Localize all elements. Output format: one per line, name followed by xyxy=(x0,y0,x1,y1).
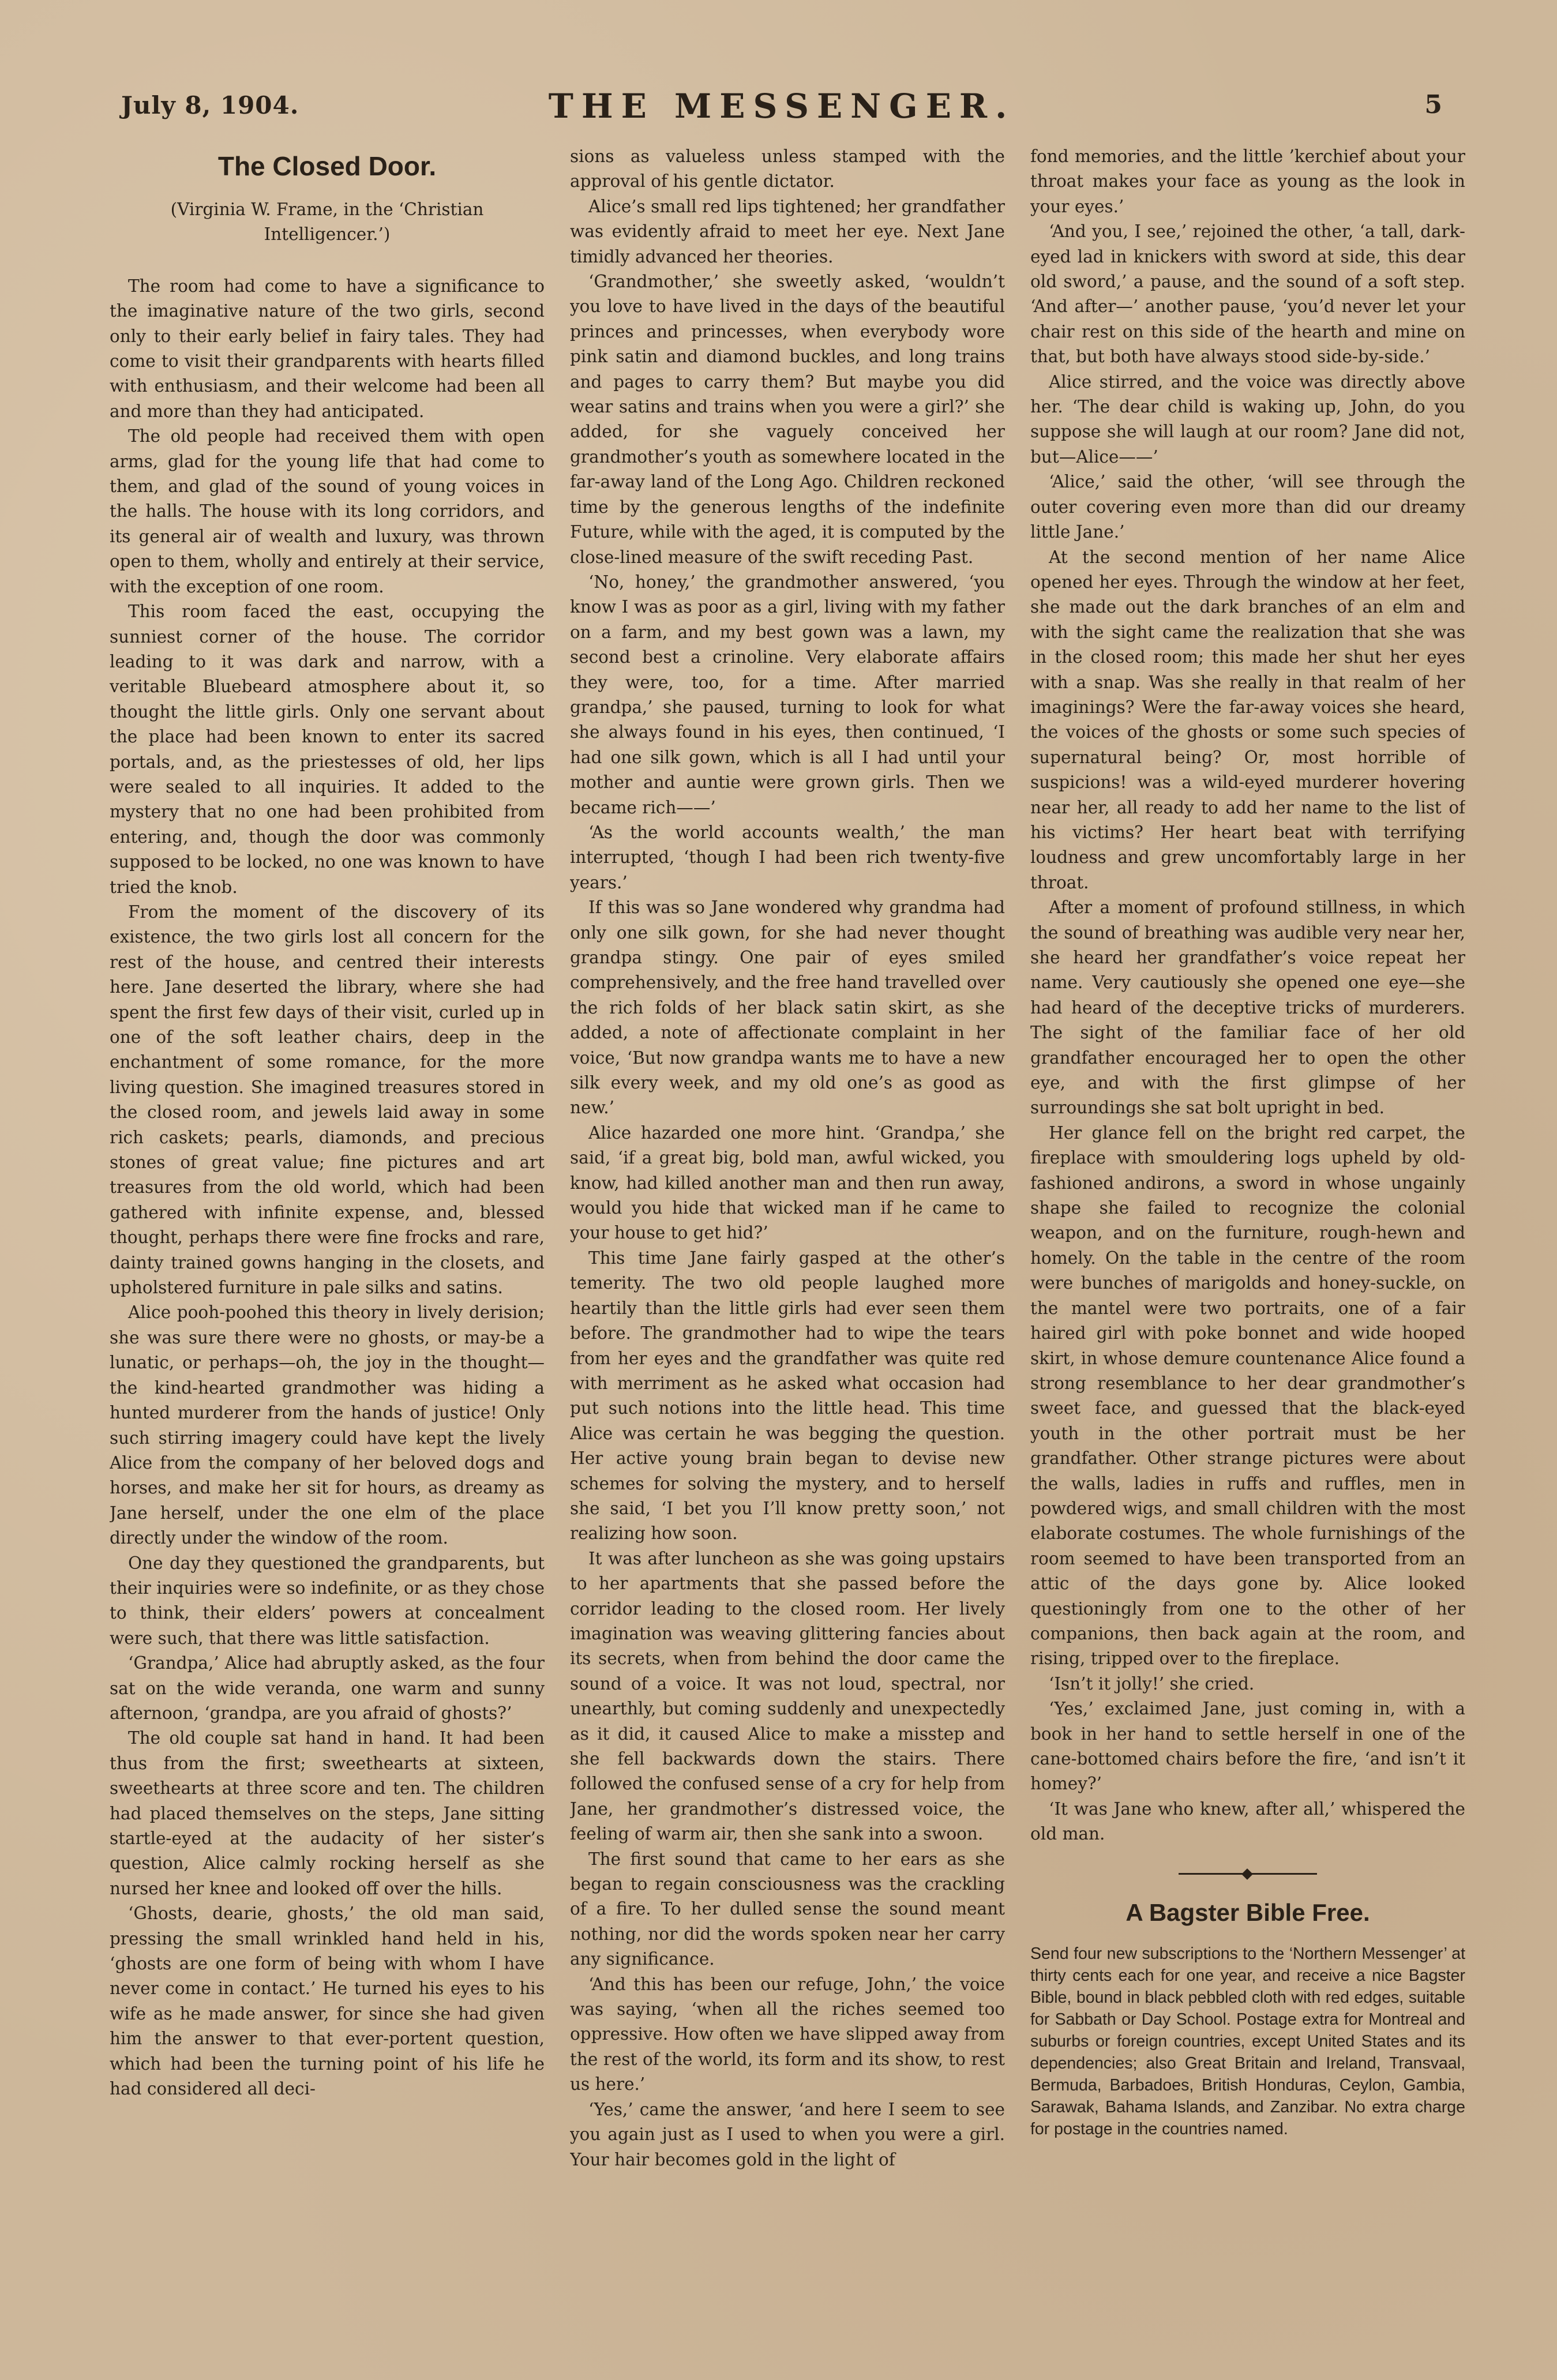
story-paragraph: ‘Isn’t it jolly!’ she cried. xyxy=(1049,1673,1255,1694)
notice-title: A Bagster Bible Free. xyxy=(1125,1898,1370,1926)
newspaper-title: THE MESSENGER. xyxy=(548,87,1015,126)
column-1-body xyxy=(110,274,545,2102)
page-number: 5 xyxy=(1424,90,1442,119)
story-paragraph: At the second mention of her name Alice opened her eyes. Through the window at her feet, she made out the dark branches of an elm and with the sight came the realization that she was in the closed room; this made her shut her eyes with a snap. Was she really in that realm of her imaginings? Were the far-away voices she heard, the voices of the ghosts or some such species of supernatural being? Or, most horrible of suspicions! was a wild-eyed murderer hovering near her, all ready to add her name to the list of his victims? Her heart beat with terrifying loudness and grew uncomfortably large in her throat. xyxy=(1030,547,1465,892)
issue-date: July 8, 1904. xyxy=(121,91,299,119)
story-paragraph: ‘As the world accounts wealth,’ the man interrupted, ‘though I had been rich twenty-five years.’ xyxy=(570,822,1005,892)
story-paragraph: Her glance fell on the bright red carpet, the fireplace with smouldering logs upheld by old-fashioned andirons, a sword in whose ungainly shape she failed to recognize the colonial weapon, and on the furniture, rough-hewn and homely. On the table in the centre of the room were bunches of marigolds and honey-suckle, on the mantel were two portraits, one of a fair haired girl with poke bonnet and wide hooped skirt, in whose demure countenance Alice found a strong resemblance to her dear grandmother’s sweet face, and guessed that the black-eyed youth in the other portrait must be her grandfather. Other strange pictures were about the walls, ladies in ruffs and ruffles, men in powdered wigs, and small children with the most elaborate costumes. The whole furnishings of the room seemed to have been transported from an attic of the days gone by. Alice looked questioningly from one to the other of her companions, then back again at the room, and rising, tripped over to the fireplace. xyxy=(1030,1123,1465,1669)
section-divider xyxy=(1179,1867,1317,1880)
column-3-body xyxy=(1030,144,1465,1847)
story-paragraph: ‘Grandpa,’ Alice had abruptly asked, as the four sat on the wide veranda, one warm and sunny afternoon, ‘grandpa, are you afraid of ghosts?’ xyxy=(110,1653,545,1723)
story-paragraph: ‘Yes,’ came the answer, ‘and here I seem to see you again just as I used to when you were a girl. Your hair becomes gold in the light of xyxy=(570,2099,1005,2169)
story-paragraph: ‘It was Jane who knew, after all,’ whispered the old man. xyxy=(1030,1799,1465,1844)
story-paragraph: ‘Alice,’ said the other, ‘will see through the outer covering even more than did our dreamy little Jane.’ xyxy=(1030,472,1465,542)
story-paragraph: One day they questioned the grandparents, but their inquiries were so indefinite, or as they chose to think, their elders’ powers at concealment were such, that there was little satisfaction. xyxy=(110,1553,545,1648)
story-paragraph: This room faced the east, occupying the sunniest corner of the house. The corridor leading to it was dark and narrow, with a veritable Bluebeard atmosphere about it, so thought the little girls. Only one servant about the place had been known to enter its sacred portals, and, as the priestesses of old, her lips were sealed to all inquiries. It added to the mystery that no one had been prohibited from entering, and, though the door was commonly supposed to be locked, no one was known to have tried the knob. xyxy=(110,602,545,897)
story-credit: (Virginia W. Frame, in the ‘Christian Intelligencer.’) xyxy=(170,200,484,245)
story-paragraph: If this was so Jane wondered why grandma had only one silk gown, for she had never thought grandpa stingy. One pair of eyes smiled comprehensively, and the free hand travelled over the rich folds of her black satin skirt, as she added, a note of affectionate complaint in her voice, ‘But now grandpa wants me to have a new silk every week, and my old one’s as good as new.’ xyxy=(570,898,1005,1118)
story-paragraph: The old couple sat hand in hand. It had been thus from the first; sweethearts at sixteen, sweethearts at three score and ten. The children had placed themselves on the steps, Jane sitting startle-eyed at the audacity of her sister’s question, Alice calmly rocking herself as she nursed her knee and looked off over the hills. xyxy=(110,1728,545,1898)
column-1 xyxy=(110,144,545,2278)
story-paragraph: It was after luncheon as she was going upstairs to her apartments that she passed before the corridor leading to the closed room. Her lively imagination was weaving glittering fancies about its secrets, when from behind the door came the sound of a voice. It was not loud, spectral, nor unearthly, but coming suddenly and unexpectedly as it did, it caused Alice to make a misstep and she fell backwards down the stairs. There followed the confused sense of a cry for help from Jane, her grandmother’s distressed voice, the feeling of warm air, then she sank into a swoon. xyxy=(570,1548,1005,1844)
article-columns xyxy=(110,144,1465,2278)
story-paragraph: This time Jane fairly gasped at the other’s temerity. The two old people laughed more heartily than the little girls had ever seen them before. The grandmother had to wipe the tears from her eyes and the grandfather was quite red with merriment as he asked what occasion had put such notions into the little head. This time Alice was certain he was begging the question. Her active young brain began to devise new schemes for solving the mystery, and to herself she said, ‘I bet you I’ll know pretty soon,’ not realizing how soon. xyxy=(570,1248,1005,1544)
story-paragraph: From the moment of the discovery of its existence, the two girls lost all concern for the rest of the house, and centred their interests here. Jane deserted the library, where she had spent the first few days of their visit, curled up in one of the soft leather chairs, deep in the enchantment of some romance, for the more living question. She imagined treasures stored in the closed room, and jewels laid away in some rich caskets; pearls, diamonds, and precious stones of great value; fine pictures and art treasures from the old world, which had been gathered with infinite expense, and, blessed thought, perhaps there were fine frocks and rare, dainty trained gowns hanging in the closets, and upholstered furniture in pale silks and satins. xyxy=(110,902,545,1298)
notice-body: Send four new subscriptions to the ‘Northern Messenger’ at thirty cents each for one year, and receive a nice Bagster Bible, bound in black pebbled cloth with red edges, suitable for Sabbath or Day School. Postage extra for Montreal and suburbs or foreign countries, except United States and its dependencies; also Great Britain and Ireland, Transvaal, Bermuda, Barbadoes, British Honduras, Ceylon, Gambia, Sarawak, Bahama Islands, and Zanzibar. No extra charge for postage in the countries named. xyxy=(1030,1944,1465,2138)
story-paragraph: The room had come to have a significance to the imaginative nature of the two girls, second only to their early belief in fairy tales. They had come to visit their grandparents with hearts filled with enthusiasm, and their welcome had been all and more than they had anticipated. xyxy=(110,276,545,421)
story-paragraph: ‘Ghosts, dearie, ghosts,’ the old man said, pressing the small wrinkled hand held in his, ‘ghosts are one form of being with whom I have never come in contact.’ He turned his eyes to his wife as he made answer, for since she had given him the answer to that ever-portent question, which had been the turning point of his life he had considered all deci- xyxy=(110,1904,545,2099)
story-paragraph: ‘No, honey,’ the grandmother answered, ‘you know I was as poor as a girl, living with my father on a farm, and my best gown was a lawn, my second best a crinoline. Very elaborate affairs they were, too, for a time. After married grandpa,’ she paused, turning to look for what she always found in his eyes, then continued, ‘I had one silk gown, which is all I had until your mother and auntie were grown girls. Then we became rich——’ xyxy=(570,572,1005,817)
story-paragraph: ‘And this has been our refuge, John,’ the voice was saying, ‘when all the riches seemed too oppressive. How often we have slipped away from the rest of the world, its form and its show, to rest us here.’ xyxy=(570,1974,1005,2094)
story-paragraph: Alice pooh-poohed this theory in lively derision; she was sure there were no ghosts, or may-be a lunatic, or perhaps—oh, the joy in the thought—the kind-hearted grandmother was hiding a hunted murderer from the hands of justice! Only such stirring imagery could have kept the lively Alice from the company of her beloved dogs and horses, and make her sit for hours, as dreamy as Jane herself, under the one elm of the place directly under the window of the room. xyxy=(110,1302,545,1548)
column-3 xyxy=(1030,144,1465,2278)
story-paragraph: The first sound that came to her ears as she began to regain consciousness was the crackling of a fire. To her dulled sense the sound meant nothing, nor did the words spoken near her carry any significance. xyxy=(570,1849,1005,1969)
story-paragraph: ‘Grandmother,’ she sweetly asked, ‘wouldn’t you love to have lived in the days of the beautiful princes and princesses, when everybody wore pink satin and diamond buckles, and long trains and pages to carry them? But maybe you did wear satins and trains when you were a girl?’ she added, for she vaguely conceived her grandmother’s youth as somewhere located in the far-away land of the Long Ago. Children reckoned time by the generous lengths of the indefinite Future, while with the aged, it is computed by the close-lined measure of the swift receding Past. xyxy=(570,272,1005,567)
story-paragraph: Alice hazarded one more hint. ‘Grandpa,’ she said, ‘if a great big, bold man, awful wicked, you know, had killed another man and then run away, would you hide that wicked man if he came to your house to get hid?’ xyxy=(570,1123,1005,1243)
story-paragraph: ‘And you, I see,’ rejoined the other, ‘a tall, dark-eyed lad in knickers with sword at side, this dear old sword,’ a pause, and the sound of a soft step. ‘And after—’ another pause, ‘you’d never let your chair rest on this side of the hearth and mine on that, but both have always stood side-by-side.’ xyxy=(1030,222,1465,367)
story-paragraph: Alice stirred, and the voice was directly above her. ‘The dear child is waking up, John, do you suppose she will laugh at our room? Jane did not, but—Alice——’ xyxy=(1030,371,1465,467)
story-paragraph: The old people had received them with open arms, glad for the young life that had come to them, and glad of the sound of young voices in the halls. The house with its long corridors, and its general air of wealth and luxury, was thrown open to them, wholly and entirely at their service, with the exception of one room. xyxy=(110,426,545,596)
column-2 xyxy=(570,144,1005,2278)
notice-box xyxy=(1030,1895,1465,2140)
story-paragraph: Alice’s small red lips tightened; her grandfather was evidently afraid to meet her eye. Next Jane timidly advanced her theories. xyxy=(570,196,1005,266)
masthead xyxy=(121,87,1442,133)
story-paragraph: sions as valueless unless stamped with the approval of his gentle dictator. xyxy=(570,147,1005,192)
story-paragraph: ‘Yes,’ exclaimed Jane, just coming in, with a book in her hand to settle herself in one of the cane-bottomed chairs before the fire, ‘and isn’t it homey?’ xyxy=(1030,1699,1465,1794)
story-paragraph: fond memories, and the little ’kerchief about your throat makes your face as young as the look in your eyes.’ xyxy=(1030,147,1465,216)
story-paragraph: After a moment of profound stillness, in which the sound of breathing was audible very near her, she heard her grandfather’s voice repeat her name. Very cautiously she opened one eye—she had heard of the deceptive tricks of murderers. The sight of the familiar face of her old grandfather encouraged her to open the other eye, and with the first glimpse of her surroundings she sat bolt upright in bed. xyxy=(1030,898,1465,1118)
story-title: The Closed Door. xyxy=(217,151,437,181)
column-2-body xyxy=(570,144,1005,2172)
